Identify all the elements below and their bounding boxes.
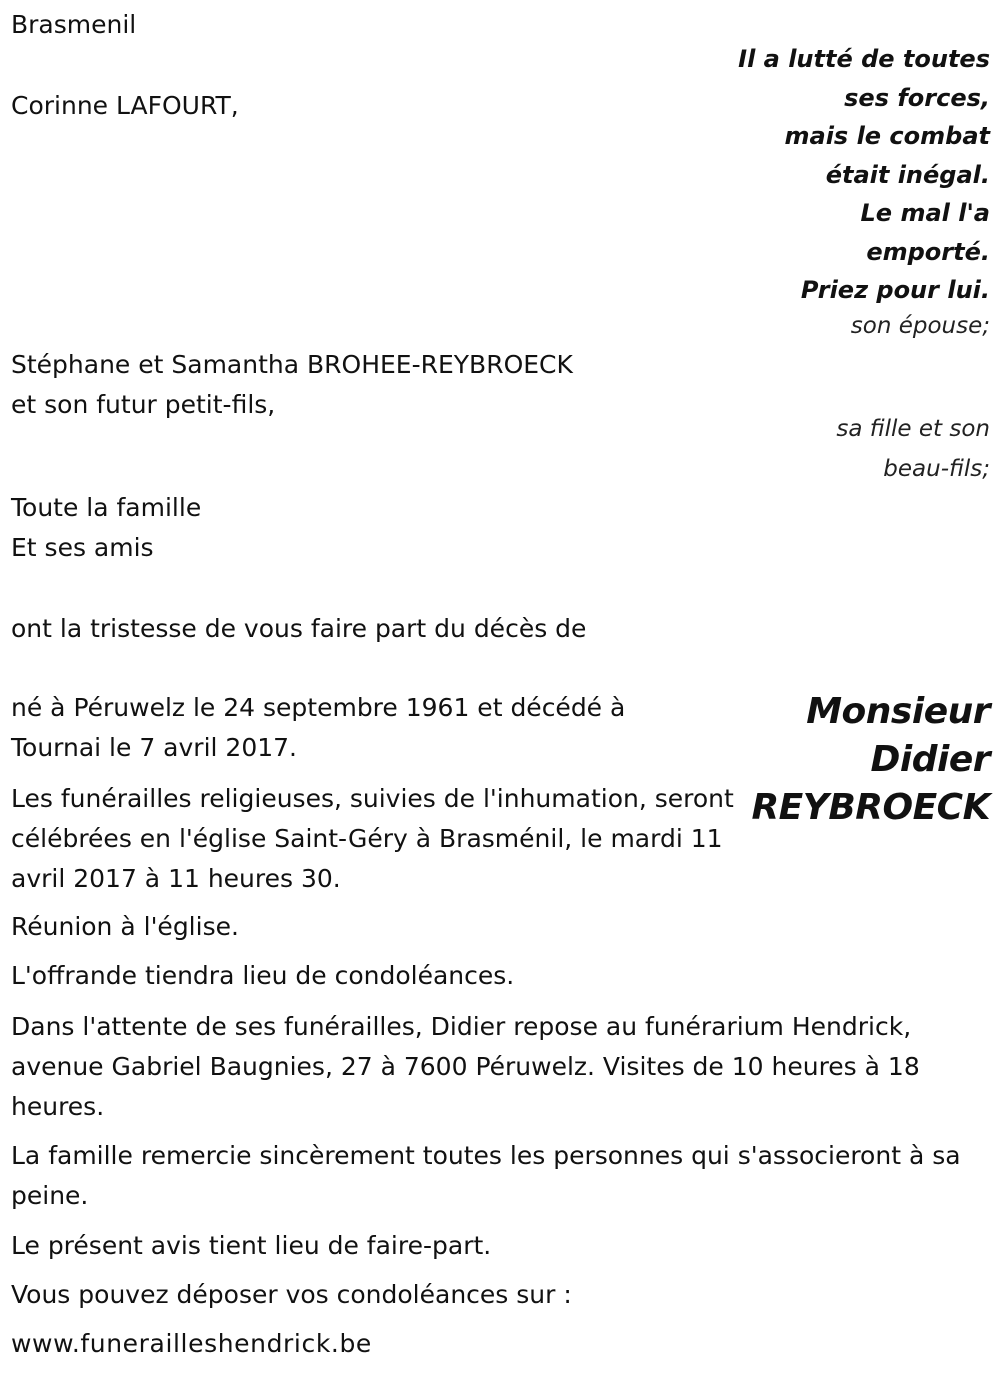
quote-line: Il a lutté de toutes bbox=[738, 45, 990, 73]
deceased-name bbox=[751, 688, 990, 832]
quote-line: mais le combat bbox=[784, 122, 990, 150]
friends: Et ses amis bbox=[11, 533, 154, 562]
thanks-info: La famille remercie sincèrement toutes les personnes qui s'associeront à sa peine. bbox=[11, 1141, 961, 1210]
all-family: Toute la famille bbox=[11, 493, 202, 522]
announcement: ont la tristesse de vous faire part du décès de bbox=[11, 614, 587, 643]
viewing-info: Dans l'attente de ses funérailles, Didier repose au funérarium Hendrick, avenue Gabriel Baugnies, 27 à 7600 Péruwelz. Visites de 10 heures à 18 heures. bbox=[11, 1012, 920, 1121]
daughter-names: Stéphane et Samantha BROHEE-REYBROECK bbox=[11, 350, 573, 379]
memorial-quote bbox=[738, 40, 990, 310]
quote-line: Le mal l'a bbox=[860, 199, 990, 227]
birth-death-line: Tournai le 7 avril 2017. bbox=[11, 733, 297, 762]
birth-death-line: né à Péruwelz le 24 septembre 1961 et décédé à bbox=[11, 693, 626, 722]
daughter-relation: sa fille et son beau-fils; bbox=[836, 416, 990, 482]
quote-line: emporté. bbox=[866, 237, 990, 266]
spouse-name: Corinne LAFOURT, bbox=[11, 91, 239, 120]
quote-line: Priez pour lui. bbox=[800, 276, 990, 304]
condolences-prompt: Vous pouvez déposer vos condoléances sur : bbox=[11, 1280, 572, 1309]
offering-info: L'offrande tiendra lieu de condoléances. bbox=[11, 961, 515, 990]
funeral-details: Les funérailles religieuses, suivies de l'inhumation, seront célébrées en l'église Saint-Géry à Brasménil, le mardi 11 avril 2017 à 11 heures 30. bbox=[11, 784, 734, 893]
deceased-last-name: REYBROECK bbox=[751, 787, 990, 828]
website-link[interactable]: www.funerailleshendrick.be bbox=[11, 1329, 372, 1358]
spouse-relation: son épouse; bbox=[850, 313, 990, 339]
quote-line: était inégal. bbox=[825, 160, 990, 189]
notice-info: Le présent avis tient lieu de faire-part. bbox=[11, 1231, 492, 1260]
grandson-line: et son futur petit-fils, bbox=[11, 390, 276, 419]
quote-line: ses forces, bbox=[844, 83, 990, 112]
meeting-info: Réunion à l'église. bbox=[11, 912, 239, 941]
deceased-title: Monsieur bbox=[806, 691, 990, 732]
place-name: Brasmenil bbox=[11, 10, 137, 39]
deceased-first-name: Didier bbox=[870, 739, 990, 780]
